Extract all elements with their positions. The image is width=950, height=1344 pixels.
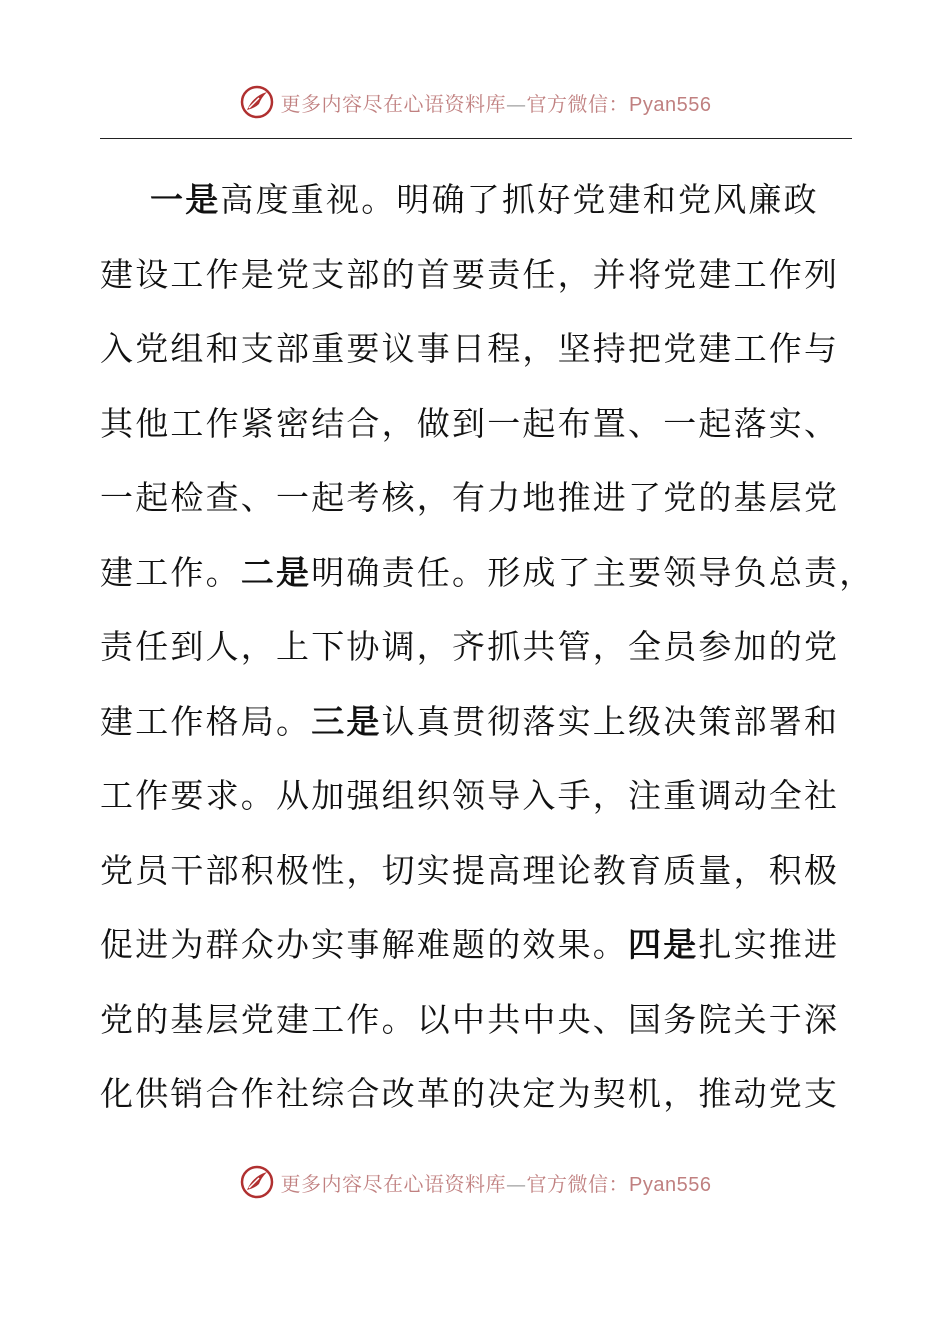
body-text-run: 建工作。 xyxy=(100,552,241,592)
header-watermark xyxy=(0,80,950,124)
body-text-run: 一起检查、一起考核，有力地推进了党的基层党 xyxy=(100,478,840,517)
paragraph-line xyxy=(100,319,860,394)
pen-nib-logo-icon xyxy=(239,1164,275,1200)
body-text-run: 其他工作紧密结合，做到一起布置、一起落实、 xyxy=(100,403,840,443)
footer-watermark xyxy=(0,1160,950,1204)
header-divider xyxy=(100,138,852,139)
body-text-run: 建设工作是党支部的首要责任，并将党建工作列 xyxy=(100,254,840,294)
body-text-run: 党员干部积极性，切实提高理论教育质量，积极 xyxy=(100,850,840,890)
body-text-run: 化供销合作社综合改革的决定为契机，推动党支 xyxy=(100,1074,840,1113)
body-text-run: 高度重视。明确了抓好党建和党风廉政 xyxy=(220,180,819,219)
paragraph-line xyxy=(100,543,875,618)
body-text-run: 认真贯彻落实上级决策部署和 xyxy=(381,701,840,741)
emphasis-heading: 二是 xyxy=(240,552,312,592)
emphasis-heading: 一是 xyxy=(150,180,221,219)
header-site-text: 更多内容尽在心语资料库 xyxy=(280,91,507,116)
footer-separator: — xyxy=(506,1171,527,1196)
footer-contact-label: 官方微信： xyxy=(526,1171,630,1196)
header-contact-id: Pyan556 xyxy=(629,93,712,116)
body-text-run: 扎实推进 xyxy=(698,925,840,964)
paragraph-line xyxy=(100,617,860,692)
pen-nib-logo-icon xyxy=(239,84,275,120)
footer-contact-id: Pyan556 xyxy=(629,1173,712,1196)
paragraph-line xyxy=(100,468,860,543)
header-banner-text xyxy=(281,88,712,117)
body-text-run: 党的基层党建工作。以中共中央、国务院关于深 xyxy=(100,999,840,1039)
paragraph-line xyxy=(100,990,860,1065)
paragraph-line xyxy=(100,394,860,469)
paragraph-line xyxy=(100,915,860,990)
body-text-run: 建工作格局。 xyxy=(100,701,312,741)
paragraph-line xyxy=(100,170,860,245)
header-contact-label: 官方微信： xyxy=(526,91,630,116)
paragraph-line xyxy=(100,1064,860,1139)
emphasis-heading: 三是 xyxy=(311,701,382,741)
body-text-run: 明确责任。形成了主要领导负总责， xyxy=(311,552,875,592)
paragraph-line xyxy=(100,692,860,767)
body-text-run: 促进为群众办实事解难题的效果。 xyxy=(100,925,628,964)
paragraph-line xyxy=(100,245,860,320)
footer-banner-text xyxy=(281,1168,712,1197)
footer-site-text: 更多内容尽在心语资料库 xyxy=(280,1171,507,1196)
emphasis-heading: 四是 xyxy=(628,925,699,964)
body-text-run: 入党组和支部重要议事日程，坚持把党建工作与 xyxy=(100,329,840,368)
document-body xyxy=(100,170,875,1139)
body-text-run: 责任到人，上下协调，齐抓共管，全员参加的党 xyxy=(100,627,840,666)
header-separator: — xyxy=(506,91,527,116)
paragraph-line xyxy=(100,766,860,841)
body-text-run: 工作要求。从加强组织领导入手，注重调动全社 xyxy=(100,776,840,815)
paragraph-line xyxy=(100,841,860,916)
